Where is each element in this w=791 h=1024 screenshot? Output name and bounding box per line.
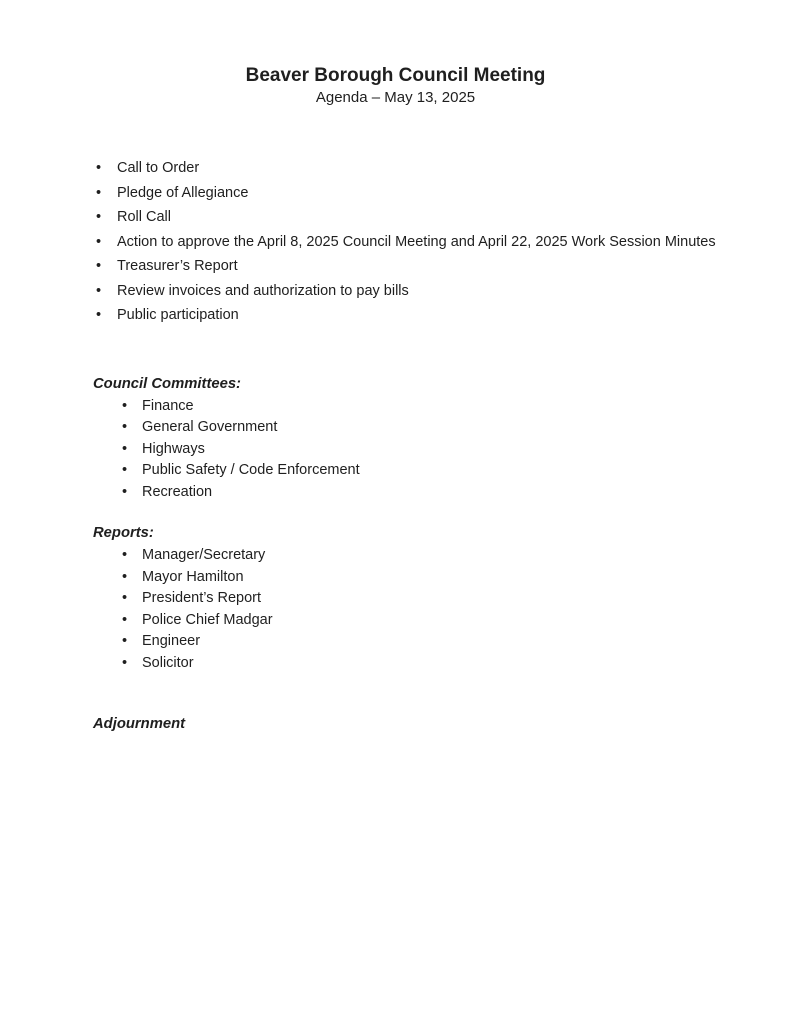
document-title: Beaver Borough Council Meeting — [245, 65, 546, 86]
report-item: • Manager/Secretary — [120, 545, 741, 567]
committee-item: • General Government — [120, 417, 741, 439]
report-item: • Solicitor — [120, 653, 741, 675]
report-item: • Engineer — [120, 631, 741, 653]
document-body — [93, 156, 741, 735]
committee-item: • Highways — [120, 439, 741, 461]
document-subtitle: Agenda – May 13, 2025 — [315, 89, 476, 106]
agenda-item: • Review invoices and authorization to pay bills — [93, 279, 733, 304]
report-item: • Mayor Hamilton — [120, 567, 741, 589]
agenda-item: • Public participation — [93, 303, 733, 328]
council-committees-section — [93, 374, 741, 504]
adjournment-heading: Adjournment — [93, 716, 186, 732]
report-item: • Police Chief Madgar — [120, 610, 741, 632]
agenda-item: • Pledge of Allegiance — [93, 181, 733, 206]
committee-item: • Recreation — [120, 482, 741, 504]
reports-heading: Reports: — [93, 525, 154, 541]
council-committees-list — [93, 396, 741, 504]
agenda-item: • Treasurer’s Report — [93, 254, 733, 279]
agenda-list — [93, 156, 733, 328]
agenda-item: • Call to Order — [93, 156, 733, 181]
agenda-item: • Action to approve the April 8, 2025 Council Meeting and April 22, 2025 Work Session Minutes — [93, 230, 733, 255]
reports-list — [93, 545, 741, 674]
reports-section — [93, 523, 741, 674]
committee-item: • Public Safety / Code Enforcement — [120, 460, 741, 482]
agenda-item: • Roll Call — [93, 205, 733, 230]
council-committees-heading: Council Committees: — [93, 375, 241, 392]
document-header — [0, 64, 791, 109]
report-item: • President’s Report — [120, 588, 741, 610]
committee-item: • Finance — [120, 396, 741, 418]
